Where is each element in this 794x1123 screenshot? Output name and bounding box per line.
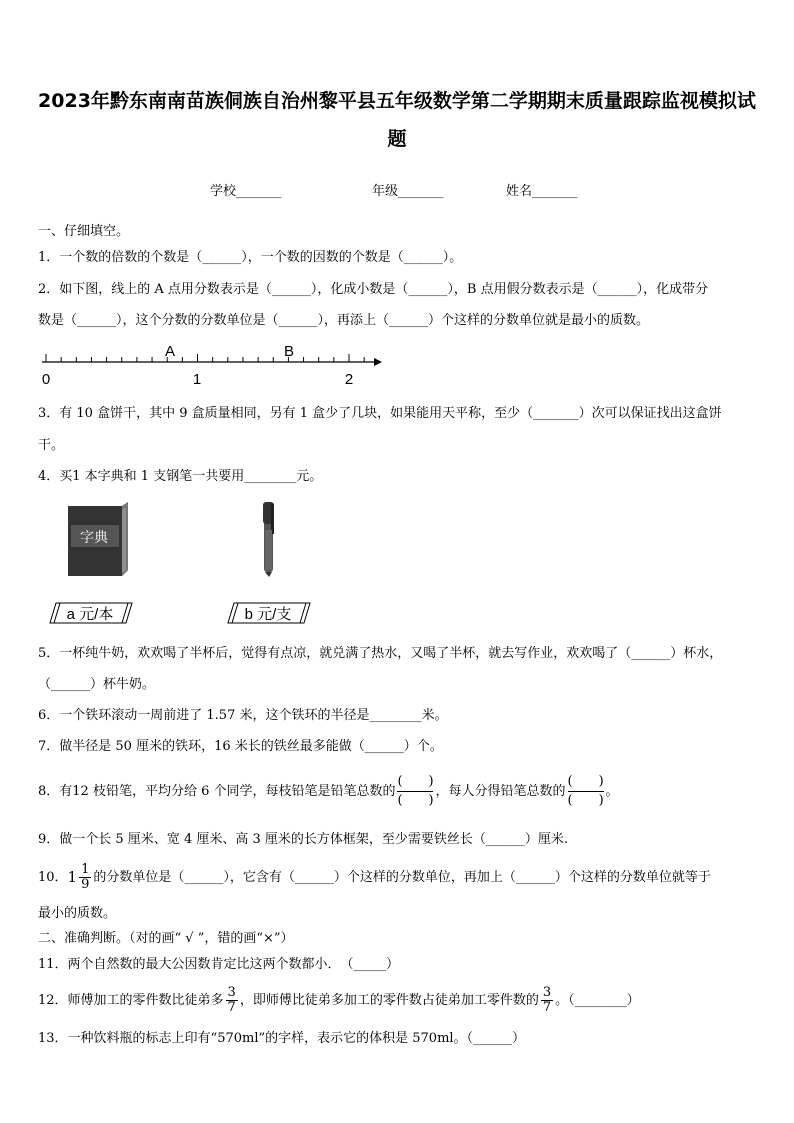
question-2-line-1: 2．如下图，线上的 A 点用分数表示是（______），化成小数是（______），B 点用假分数表示是（______），化成带分 bbox=[38, 282, 709, 297]
pen-price-text: b 元/支 bbox=[244, 606, 292, 623]
question-12-text-2: ，即师傅比徒弟多加工的零件数占徒弟加工零件数的 bbox=[239, 993, 539, 1008]
fraction-blank-2[interactable] bbox=[568, 773, 604, 810]
question-3-line-2: 干。 bbox=[38, 438, 65, 453]
question-10-number: 10． bbox=[38, 869, 68, 885]
question-6: 6．一个铁环滚动一周前进了 1.57 米，这个铁环的半径是________米。 bbox=[38, 708, 448, 723]
question-8 bbox=[38, 770, 619, 814]
question-8-text-2: ，每人分得铅笔总数的 bbox=[435, 784, 566, 799]
question-10-text: 的分数单位是（______），它含有（______）个这样的分数单位，再加上（______）个这样的分数单位就等于 bbox=[93, 869, 711, 885]
question-8-text-3: 。 bbox=[605, 784, 619, 799]
page-title bbox=[30, 82, 764, 158]
fraction-b-num: 3 bbox=[542, 985, 552, 1000]
section-heading-1: 一、仔细填空。 bbox=[38, 224, 130, 239]
fraction-blank-2-den: ( ) bbox=[567, 793, 604, 808]
fraction-a-den: 7 bbox=[227, 1000, 236, 1015]
student-info bbox=[0, 180, 794, 200]
tick-label-2: 2 bbox=[344, 371, 354, 388]
question-12 bbox=[38, 984, 640, 1018]
question-8-text-1: 8．有12 枝铅笔，平均分给 6 个同学，每枝铅笔是铅笔总数的 bbox=[38, 784, 396, 799]
mixed-whole: 1 bbox=[67, 868, 78, 886]
question-10-line-2: 最小的质数。 bbox=[38, 906, 117, 921]
question-3-line-1: 3．有 10 盒饼干，其中 9 盒质量相同，另有 1 盒少了几块，如果能用天平称，至少（_______）次可以保证找出这盒饼 bbox=[38, 406, 722, 421]
school-field[interactable]: 学校_______ bbox=[210, 184, 282, 199]
question-2-line-2: 数是（______），这个分数的分数单位是（______），再添上（______）个这样的分数单位就是最小的质数。 bbox=[38, 313, 650, 328]
question-5-line-2: （______）杯牛奶。 bbox=[38, 677, 156, 692]
fraction-blank-1[interactable] bbox=[397, 773, 433, 810]
dictionary-price-text: a 元/本 bbox=[66, 606, 114, 623]
fraction-blank-1-den: ( ) bbox=[397, 793, 434, 808]
dictionary-image bbox=[60, 500, 140, 580]
question-12-text-1: 12．师傅加工的零件数比徒弟多 bbox=[38, 993, 224, 1008]
mixed-number bbox=[68, 860, 94, 895]
fraction-3-7-a bbox=[226, 986, 238, 1015]
fraction-blank-2-num: ( ) bbox=[567, 774, 604, 789]
fraction-blank-1-num: ( ) bbox=[397, 774, 434, 789]
dictionary-label: 字典 bbox=[80, 530, 108, 546]
mixed-den: 9 bbox=[81, 876, 90, 892]
pen-price-tag bbox=[226, 600, 316, 626]
dictionary-price-tag bbox=[48, 600, 138, 626]
fraction-b-den: 7 bbox=[542, 1000, 552, 1015]
grade-field[interactable]: 年级_______ bbox=[372, 184, 444, 199]
question-1: 1．一个数的倍数的个数是（______），一个数的因数的个数是（______）。 bbox=[38, 250, 463, 265]
question-10-line-1 bbox=[38, 860, 711, 895]
question-12-text-3: 。（________） bbox=[555, 993, 640, 1008]
question-5-line-1: 5．一杯纯牛奶，欢欢喝了半杯后，觉得有点凉，就兑满了热水，又喝了半杯，就去写作业，欢欢喝了（______）杯水， bbox=[38, 646, 723, 661]
question-9: 9．做一个长 5 厘米、宽 4 厘米、高 3 厘米的长方体框架，至少需要铁丝长（______）厘米. bbox=[38, 832, 569, 847]
question-4: 4．买1 本字典和 1 支钢笔一共要用________元。 bbox=[38, 469, 323, 484]
question-11: 11．两个自然数的最大公因数肯定比这两个数都小． （_____） bbox=[38, 957, 400, 972]
point-b-label: B bbox=[283, 343, 295, 360]
title-line-2: 题 bbox=[387, 128, 407, 150]
tick-label-1: 1 bbox=[192, 371, 202, 388]
point-a-label: A bbox=[164, 343, 176, 360]
title-line-1: 2023年黔东南南苗族侗族自治州黎平县五年级数学第二学期期末质量跟踪监视模拟试 bbox=[38, 90, 756, 112]
number-line bbox=[38, 340, 388, 390]
tick-label-0: 0 bbox=[41, 371, 51, 388]
section-heading-2: 二、准确判断。（对的画“ √ ”，错的画“×”） bbox=[38, 931, 294, 946]
name-field[interactable]: 姓名_______ bbox=[506, 184, 578, 199]
fraction-a-num: 3 bbox=[227, 985, 236, 1000]
question-13: 13．一种饮料瓶的标志上印有“570ml”的字样，表示它的体积是 570ml。（______） bbox=[38, 1031, 526, 1046]
pen-image bbox=[258, 500, 278, 578]
fraction-3-7-b bbox=[541, 986, 553, 1015]
question-7: 7．做半径是 50 厘米的铁环，16 米长的铁丝最多能做（______）个。 bbox=[38, 739, 443, 754]
mixed-num: 1 bbox=[81, 861, 90, 877]
